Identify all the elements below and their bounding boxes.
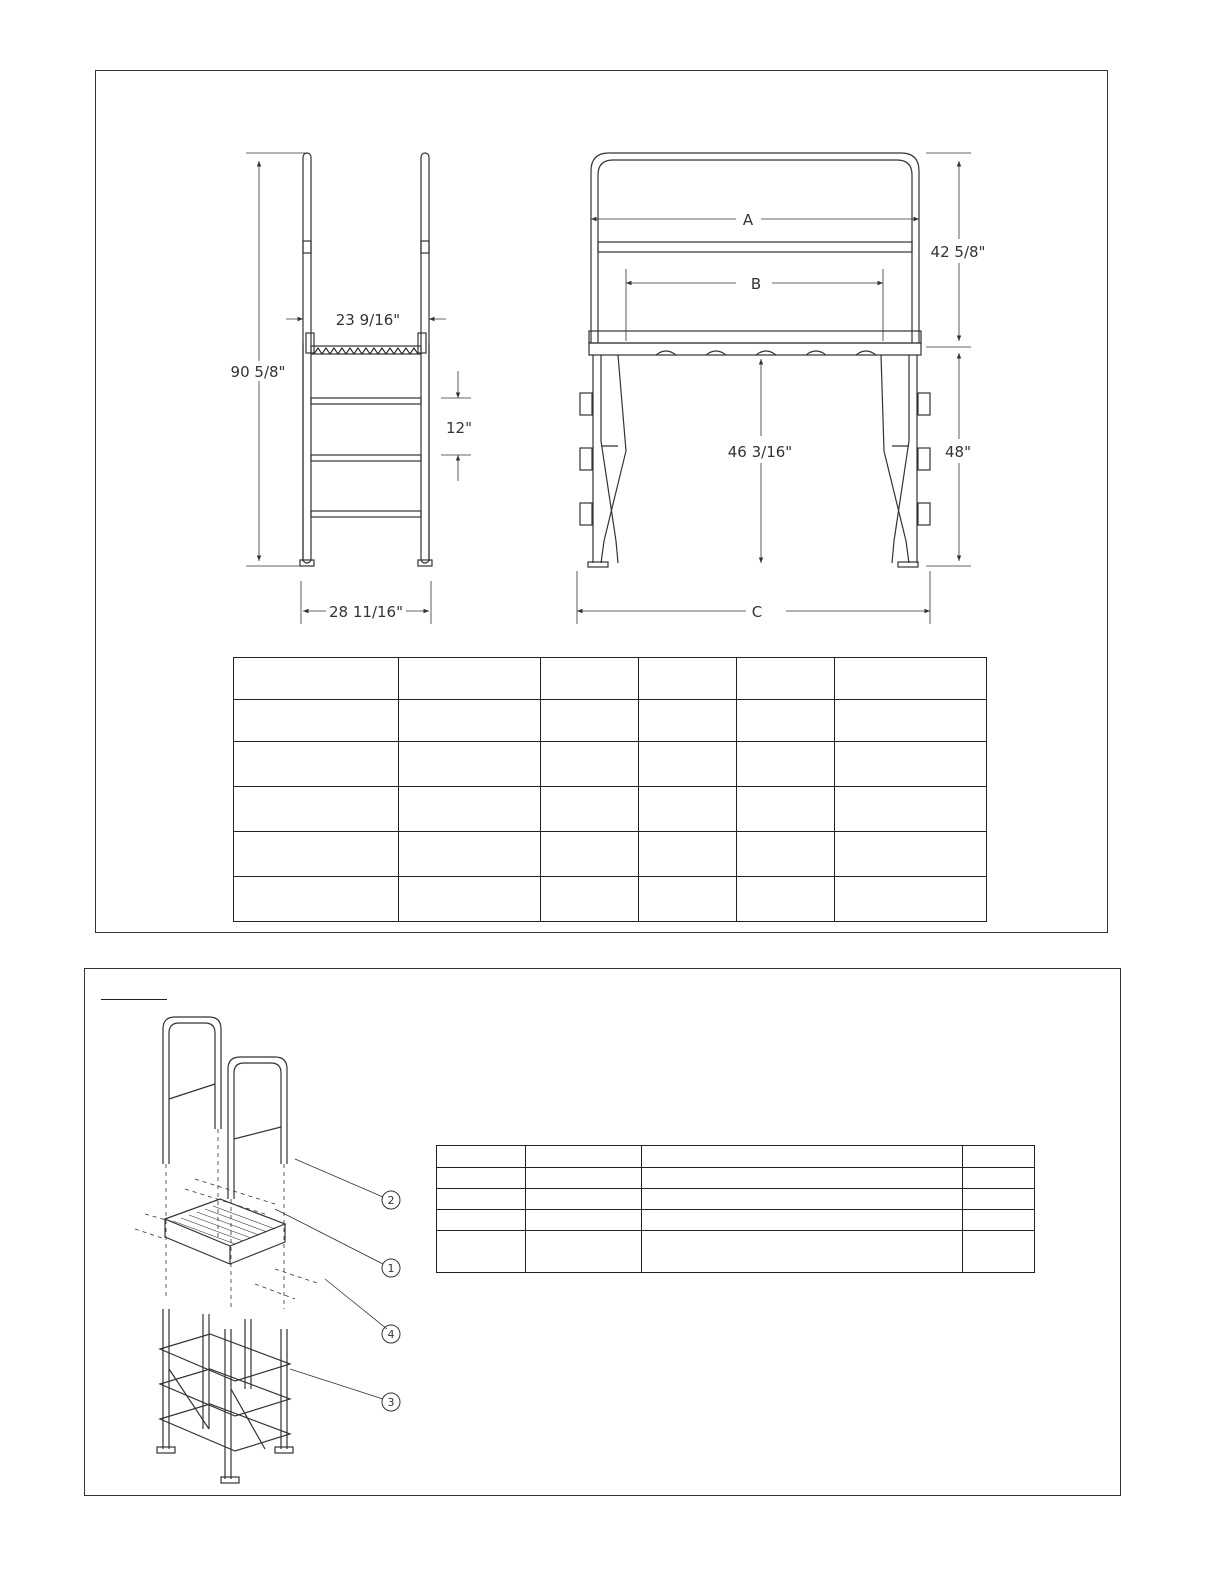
parts-table-cell [963, 1168, 1035, 1189]
parts-table-cell [526, 1189, 642, 1210]
spec-table-cell [835, 787, 987, 832]
spec-table-cell [399, 658, 541, 700]
dim-c-label: C [751, 603, 763, 621]
parts-table-cell [642, 1168, 963, 1189]
overall-height-label: 90 5/8" [230, 363, 286, 381]
spec-table-cell [737, 832, 835, 877]
parts-table-cell [437, 1231, 526, 1273]
spec-table-row [234, 877, 987, 922]
parts-list-table [436, 1145, 1035, 1273]
balloon-4: 4 [387, 1328, 395, 1341]
spec-table-cell [399, 832, 541, 877]
spec-table-row [234, 742, 987, 787]
spec-table-row [234, 700, 987, 742]
dim-a-label: A [742, 211, 754, 229]
spec-table-cell [835, 658, 987, 700]
parts-table-cell [963, 1210, 1035, 1231]
spec-table-cell [541, 742, 639, 787]
spec-table-cell [639, 877, 737, 922]
parts-table-cell [437, 1168, 526, 1189]
spec-table-cell [541, 787, 639, 832]
spec-table-cell [541, 832, 639, 877]
spec-table-cell [737, 700, 835, 742]
spec-table-cell [639, 700, 737, 742]
front-view [580, 153, 930, 567]
spec-table-cell [234, 877, 399, 922]
handrail-height-label: 42 5/8" [930, 243, 986, 261]
spec-table-cell [737, 742, 835, 787]
spec-table-cell [835, 742, 987, 787]
parts-table-cell [963, 1189, 1035, 1210]
spec-table-cell [234, 742, 399, 787]
balloon-2: 2 [387, 1194, 395, 1207]
spec-table-cell [234, 832, 399, 877]
parts-table-cell [642, 1146, 963, 1168]
spec-table-cell [541, 700, 639, 742]
balloon-3: 3 [387, 1396, 395, 1409]
spec-table-cell [399, 787, 541, 832]
parts-table-cell [437, 1146, 526, 1168]
parts-table-cell [526, 1210, 642, 1231]
spec-table-cell [234, 658, 399, 700]
spec-table-cell [541, 877, 639, 922]
spec-table-cell [399, 742, 541, 787]
parts-table-cell [526, 1231, 642, 1273]
platform-height-label: 48" [945, 443, 971, 461]
spec-table-cell [737, 877, 835, 922]
side-view [300, 153, 432, 566]
parts-table-row [437, 1168, 1035, 1189]
spec-table-cell [399, 700, 541, 742]
dim-b-label: B [750, 275, 762, 293]
exploded-view-panel [84, 968, 1121, 1496]
spec-table-cell [835, 700, 987, 742]
spec-table-row [234, 658, 987, 700]
title-underline [101, 999, 167, 1000]
spec-table-cell [399, 877, 541, 922]
parts-table-cell [526, 1168, 642, 1189]
base-width-label: 28 11/16" [329, 603, 403, 621]
parts-table-row [437, 1189, 1035, 1210]
specification-table [233, 657, 987, 922]
spec-table-cell [639, 742, 737, 787]
parts-table-row [437, 1231, 1035, 1273]
balloon-1: 1 [387, 1262, 395, 1275]
side-view-dimensions [246, 153, 471, 624]
clear-height-label: 46 3/16" [727, 443, 793, 461]
dimension-drawing-panel [95, 70, 1108, 933]
parts-table-row [437, 1146, 1035, 1168]
spec-table-cell [835, 832, 987, 877]
parts-table-row [437, 1210, 1035, 1231]
parts-table-cell [642, 1189, 963, 1210]
spec-table-cell [737, 787, 835, 832]
spec-table-cell [234, 787, 399, 832]
spec-table-cell [639, 787, 737, 832]
parts-table-cell [437, 1189, 526, 1210]
spec-table-cell [835, 877, 987, 922]
parts-table-cell [526, 1146, 642, 1168]
spec-table-cell [234, 700, 399, 742]
inner-width-label: 23 9/16" [335, 311, 401, 329]
spec-table-row [234, 832, 987, 877]
spec-table-cell [541, 658, 639, 700]
step-spacing-label: 12" [446, 419, 472, 437]
parts-table-cell [963, 1231, 1035, 1273]
spec-table-cell [639, 832, 737, 877]
parts-table-cell [963, 1146, 1035, 1168]
parts-table-cell [437, 1210, 526, 1231]
spec-table-cell [737, 658, 835, 700]
parts-table-cell [642, 1231, 963, 1273]
exploded-view-drawing [125, 1009, 425, 1509]
spec-table-row [234, 787, 987, 832]
spec-table-cell [639, 658, 737, 700]
parts-table-cell [642, 1210, 963, 1231]
